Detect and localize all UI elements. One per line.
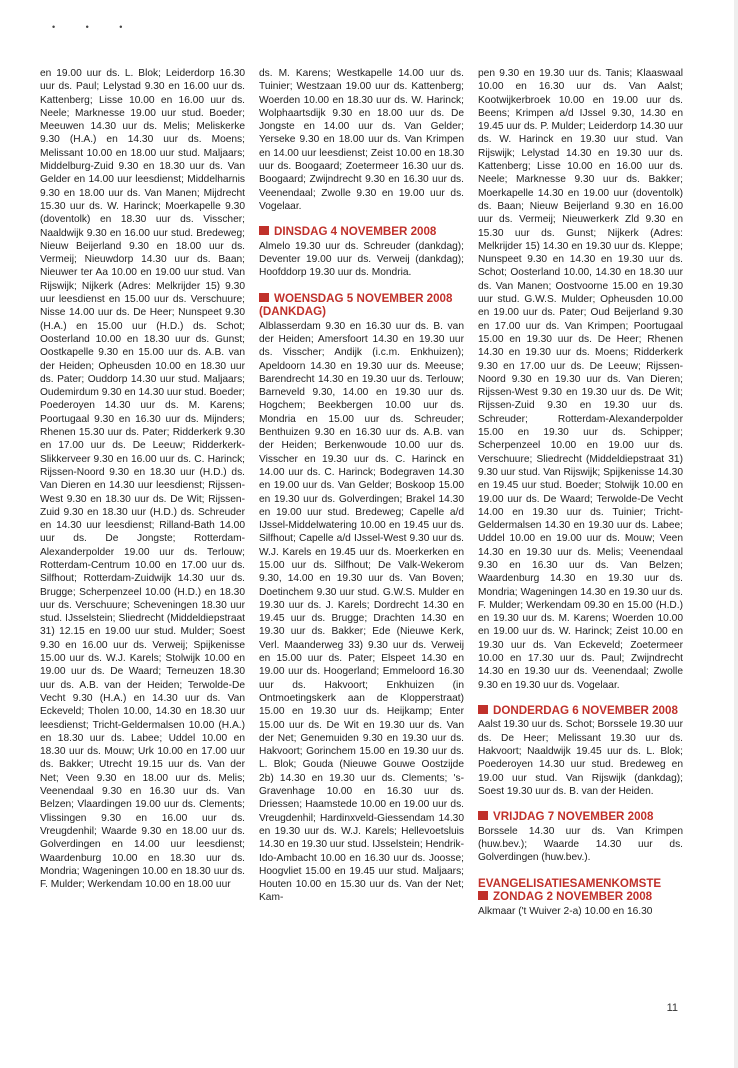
section-heading: EVANGELISATIESAMENKOMSTE xyxy=(478,876,662,890)
column-1 xyxy=(40,67,245,891)
square-bullet-icon xyxy=(478,811,488,820)
schedule-text: Alblasserdam 9.30 en 16.30 uur ds. B. van der Heiden; Amersfoort 14.30 en 19.30 uur ds. Visscher; Andijk (i.c.m. Enkhuizen); Apeldoorn 14.30 en 19.30 uur ds. Meeuse; Barendrecht 14.30 en 19.30 uur ds. Terlouw; Barneveld 9.30, 14.00 en 19.30 uur ds. Hogchem; Beekbergen 10.00 uur ds. Mondria en 15.00 uur ds. Schreuder; Benthuizen 9.30 en 16.30 uur ds. A.B. van der Heiden; Berkenwoude 10.00 uur ds. Visscher en 19.30 uur ds. C. Harinck en 14.00 uur ds. C. Harinck; Bodegraven 14.30 en 19.00 uur ds. Van Gelder; Boskoop 15.00 en 19.30 uur ds. Golverdingen; Brakel 14.30 en 19.00 uur stud. Bredeweg; Capelle a/d IJssel-Middelwatering 10.00 en 19.45 uur ds. Silfhout; Capelle a/d IJssel-West 9.30 uur ds. W.J. Karels en 19.45 uur ds. Moerkerken en 15.00 uur ds. Silfhout; De Valk-Wekerom 9.30, 14.00 en 19.30 uur ds. Van Boven; Doetinchem 9.30 uur stud. G.W.S. Mulder en 19.30 uur ds. J. Karels; Dordrecht 14.30 en 19.45 uur ds. Brugge; Drachten 14.30 en 19.30 uur ds. Bakker; Ede (Nieuwe Kerk, Verl. Maanderweg 33) 9.30 uur ds. Verweij en 15.00 uur ds. Pater; Elspeet 14.30 en 19.00 uur ds. Hoogerland; Emmeloord 16.30 uur ds. Hakvoort; Enkhuizen (in Ontmoetingskerk aan de Klopperstraat) 15.00 en 19.30 uur ds. Heijkamp; Enter 15.00 uur ds. De Wit en 19.30 uur ds. Van der Net; Genemuiden 9.30 en 19.30 uur ds. Hakvoort; Gorinchem 15.00 en 19.30 uur ds. L. Blok; Gouda (Nieuwe Gouwe Oostzijde 2b) 14.30 en 19.30 uur ds. Clements; 's-Gravenhage 10.00 en 16.30 uur ds. Driessen; Haamstede 10.00 en 19.00 uur ds. Vreugdenhil; Hardinxveld-Giessendam 14.30 en 19.30 uur ds. W.J. Karels; Hellevoetsluis 14.30 en 19.30 uur stud. IJsselstein; Hendrik-Ido-Ambacht 10.00 en 16.30 uur ds. Joosse; Hoogvliet 15.00 en 19.45 uur stud. Maljaars; Houten 10.00 en 15.30 uur ds. Van der Net; Kam- xyxy=(259,320,464,904)
section-heading: ZONDAG 2 NOVEMBER 2008 xyxy=(478,890,683,904)
page-number: 11 xyxy=(666,1002,678,1014)
column-3 xyxy=(478,67,683,918)
schedule-text: ds. M. Karens; Westkapelle 14.00 uur ds. Tuinier; Westzaan 19.00 uur ds. Kattenberg; Woerden 10.00 en 18.30 uur ds. W. Harinck; Wolphaartsdijk 9.30 en 18.00 uur ds. De Jongste en 14.00 uur ds. Van Gelder; Yerseke 9.30 en 18.00 uur ds. Van Krimpen en 14.00 uur leesdienst; Zeist 10.00 en 18.30 uur ds. Boogaard; Zoetermeer 16.30 uur ds. Boogaard; Zwijndrecht 9.30 en 16.30 uur ds. Veenendaal; Zwolle 9.30 en 19.00 uur ds. Vogelaar. xyxy=(259,68,464,212)
square-bullet-icon xyxy=(259,226,269,235)
page-edge xyxy=(734,0,738,1068)
schedule-text: Almelo 19.30 uur ds. Schreuder (dankdag); Deventer 19.00 uur ds. Verweij (dankdag); Hoofddorp 19.30 uur ds. Mondria. xyxy=(259,240,464,279)
schedule-text: pen 9.30 en 19.30 uur ds. Tanis; Klaaswaal 10.00 en 16.30 uur ds. Van Aalst; Kootwijkerbroek 10.00 en 19.00 uur ds. Beens; Krimpen a/d IJssel 9.30, 14.30 en 19.45 uur ds. P. Mulder; Leiderdorp 14.30 uur ds. W. Harinck en 19.30 uur stud. Van Rijswijk; Lelystad 14.30 en 19.30 uur ds. Kattenberg; Lisse 10.00 en 16.00 uur ds. Neele; Marknesse 9.30 uur ds. Bakker; Moerkapelle 14.30 en 19.00 uur (doventolk) ds. Baan; Nieuw Beijerland 9.30 en 16.00 uur ds. Vermeij; Nieuwerkerk Zld 9.30 en 15.30 uur ds. Gunst; Nijkerk (Adres: Melkrijder 15) 14.30 en 19.30 uur ds. Kleppe; Nunspeet 9.30 en 14.30 en 19.30 uur ds. Schot; Oosterland 10.00, 14.30 en 18.30 uur ds. Van Manen; Oostvoorne 15.00 en 19.30 uur stud. G.W.S. Mulder; Opheusden 10.00 en 19.00 uur ds. Pater; Oud Beijerland 9.30 en 17.00 uur ds. Van Krimpen; Poortugaal 15.00 en 19.30 uur ds. De Heer; Rhenen 14.30 en 19.30 uur ds. Moens; Ridderkerk 9.30 en 17.00 uur ds. De Leeuw; Rijssen-Noord 9.30 en 19.30 uur ds. Van Dieren; Rijssen-West 9.30 en 19.30 uur ds. De Wit; Rijssen-Zuid 9.30 en 19.30 uur ds. Schreuder; Rotterdam-Alexanderpolder 15.00 en 19.30 uur ds. Schipper; Scherpenzeel 10.00 en 19.00 uur ds. Verschuure; Sliedrecht (Middeldiepstraat 31) 9.30 uur stud. Van Rijswijk; Spijkenisse 14.30 en 19.45 uur stud. Boeder; Stolwijk 10.00 en 19.00 uur ds. De Waard; Terwolde-De Vecht 14.00 en 19.30 uur ds. Tuinier; Tricht-Geldermalsen 14.30 en 19.30 uur ds. Labee; Uddel 10.00 en 19.00 uur ds. Mouw; Veen 14.30 en 19.30 uur ds. Melis; Veenendaal 9.30 en 16.30 uur ds. Van Belzen; Waardenburg 14.30 en 19.30 uur ds. Mondria; Wageningen 14.30 en 19.30 uur ds. F. Mulder; Werkendam 09.30 en 15.00 (H.D.) en 19.30 uur ds. M. Karens; Woerden 10.00 en 19.00 uur ds. W. Harinck; Zeist 10.00 en 19.30 uur ds. Van Eckeveld; Zoetermeer 10.00 en 17.30 uur ds. Paul; Zwijndrecht 14.30 en 19.30 uur ds. Veenendaal; Zwolle 9.30 en 19.30 uur ds. Vogelaar. xyxy=(478,68,683,691)
section-heading: VRIJDAG 7 NOVEMBER 2008 xyxy=(478,810,683,824)
square-bullet-icon xyxy=(259,293,269,302)
schedule-text: Aalst 19.30 uur ds. Schot; Borssele 19.30 uur ds. De Heer; Melissant 19.30 uur ds. Hakvoort; Naaldwijk 19.45 uur ds. L. Blok; Poederoyen 14.30 uur stud. Bredeweg en 19.00 uur stud. Van Rijswijk (dankdag); Soest 19.30 uur ds. B. van der Heiden. xyxy=(478,719,684,797)
schedule-text: en 19.00 uur ds. L. Blok; Leiderdorp 16.30 uur ds. Paul; Lelystad 9.30 en 16.00 uur ds. Kattenberg; Lisse 10.00 en 16.00 uur ds. Neele; Marknesse 19.00 uur stud. Boeder; Meeuwen 14.30 uur ds. Melis; Meliskerke 9.30 (H.A.) en 14.30 uur ds. Moens; Melissant 10.00 en 18.00 uur stud. Maljaars; Middelburg-Zuid 9.30 en 18.30 uur ds. Van Gelder en 14.00 uur leesdienst; Middelharnis 9.30 en 18.00 uur ds. Van Manen; Mijdrecht 15.30 uur ds. W. Harinck; Moerkapelle 9.30 (doventolk) en 18.30 uur ds. Visscher; Naaldwijk 9.30 en 16.00 uur stud. Bredeweg; Nieuw Beijerland 9.30 en 18.00 uur ds. Vermeij; Nieuwdorp 14.30 uur ds. Baan; Nieuwer ter Aa 10.00 en 19.00 uur stud. Van Rijswijk; Nijkerk (Adres: Melkrijder 15) 9.30 uur leesdienst en 15.00 uur ds. Verschuure; Nisse 14.00 uur ds. De Heer; Nunspeet 9.30 (H.A.) en 15.00 uur (H.D.) ds. Schot; Oosterland 10.00 en 18.30 uur ds. Gunst; Oostkapelle 9.30 en 15.00 uur ds. A.B. van der Heiden; Opheusden 10.00 en 18.30 uur ds. Pater; Ouddorp 14.30 uur stud. Maljaars; Oudemirdum 9.30 en 14.30 uur stud. Boeder; Poederoyen 14.30 uur ds. M. Karens; Poortugaal 9.30 en 16.30 uur ds. Mijnders; Rhenen 15.30 uur ds. Pater; Ridderkerk 9.30 en 17.00 uur ds. De Leeuw; Ridderkerk-Slikkerveer 9.30 en 16.00 uur ds. C. Harinck; Rijssen-Noord 9.30 en 18.30 uur (H.D.) ds. Van Dieren en 14.30 uur leesdienst; Rijssen-West 9.30 en 18.30 uur ds. De Wit; Rijssen-Zuid 9.30 en 18.30 uur (H.D.) ds. Schreuder en 14.30 uur leesdienst; Rilland-Bath 14.00 uur ds. De Jongste; Rotterdam-Alexanderpolder 19.00 uur ds. Terlouw; Rotterdam-Centrum 10.00 en 17.00 uur ds. Silfhout; Rotterdam-Zuidwijk 14.30 uur ds. Brugge; Scherpenzeel 10.00 (H.D.) en 18.30 uur ds. Verschuure; Scheveningen 18.30 uur stud. IJsselstein; Sliedrecht (Middeldiepstraat 31) 12.15 en 19.00 uur stud. Mulder; Soest 9.30 en 16.00 uur ds. Verweij; Spijkenisse 15.00 uur ds. W.J. Karels; Stolwijk 10.00 en 19.00 uur ds. De Waard; Terneuzen 18.30 uur ds. A.B. van der Heiden; Terwolde-De Vecht 9.30 (H.A.) en 14.30 uur ds. Van Eckeveld; Tholen 10.00, 14.30 en 18.30 uur leesdienst; Tricht-Geldermalsen 10.00 (H.A.) en 18.30 uur ds. Labee; Uddel 10.00 en 18.30 uur ds. Mouw; Urk 10.00 en 17.00 uur ds. Bakker; Utrecht 19.15 uur ds. Van der Net; Veen 9.30 en 18.00 uur ds. Melis; Veenendaal 9.30 en 16.30 uur ds. Van Belzen; Vlaardingen 19.00 uur ds. Clements; Vlissingen 9.30 en 16.00 uur ds. Vreugdenhil; Waarde 9.30 en 18.00 uur ds. Golverdingen en 14.00 uur leesdienst; Waardenburg 10.00 en 18.30 uur ds. Mondria; Wageningen 10.00 en 18.30 uur ds. F. Mulder; Werkendam 10.00 en 18.00 uur xyxy=(40,68,246,891)
schedule-text: Borssele 14.30 uur ds. Van Krimpen (huw.bev.); Waarde 14.30 uur ds. Golverdingen (huw.bev.). xyxy=(478,825,683,864)
section-heading: DONDERDAG 6 NOVEMBER 2008 xyxy=(478,704,683,718)
section-heading: DINSDAG 4 NOVEMBER 2008 xyxy=(259,225,464,239)
section-heading: WOENSDAG 5 NOVEMBER 2008 (DANKDAG) xyxy=(259,291,453,319)
header-dots: • • • xyxy=(52,22,137,32)
column-2 xyxy=(259,67,464,905)
schedule-text: Alkmaar ('t Wuiver 2-a) 10.00 en 16.30 xyxy=(478,905,653,917)
square-bullet-icon xyxy=(478,705,488,714)
square-bullet-icon xyxy=(478,891,488,900)
